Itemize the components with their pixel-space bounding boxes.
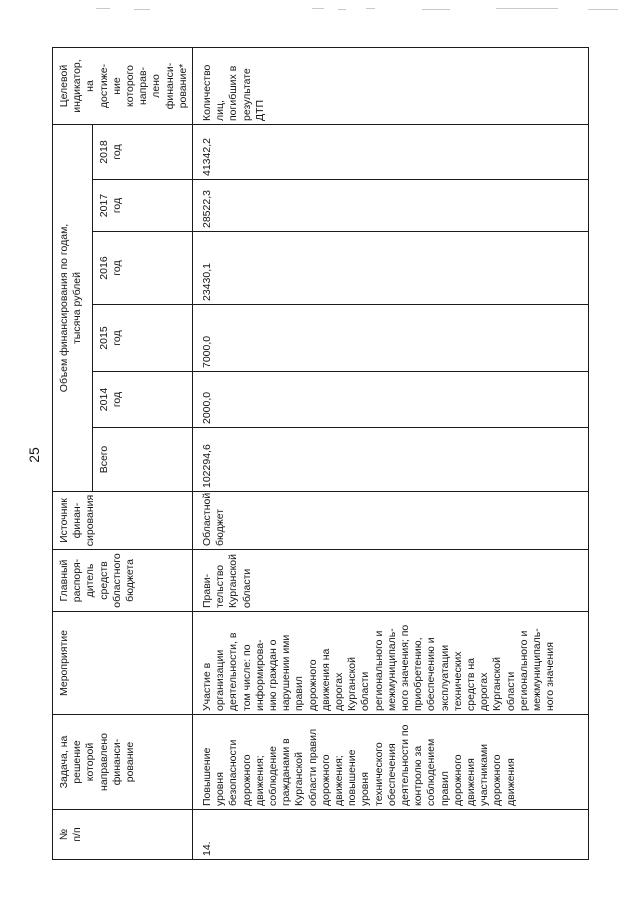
cell-number: 14.: [193, 810, 589, 860]
header-year-2017: 2017 год: [93, 180, 193, 232]
page-number: 25: [26, 447, 42, 463]
cell-total: 102294,6: [193, 428, 589, 492]
cell-funding-source: Областной бюджет: [193, 492, 589, 550]
header-year-2014: 2014 год: [93, 372, 193, 428]
header-year-2018: 2018 год: [93, 125, 193, 180]
cell-target-indicator: Количество лиц, погибших в результате ДТП: [193, 48, 589, 125]
cell-year-2014: 2000,0: [193, 372, 589, 428]
scan-mark: [422, 9, 450, 10]
header-number: № п/п: [53, 810, 193, 860]
table-sheet: [52, 48, 588, 860]
scan-mark: [588, 9, 618, 10]
cell-task: Повышение уровня безопасности дорожного движения; соблюдение гражданами в Курганской области правил дорожного движения; повышение уровня технического обеспечения деятельности по контролю за соблюдением правил дорожного движения участниками дорожного движения: [193, 715, 589, 810]
cell-activity: Участие в организации деятельности, в том числе: по информирова- нию граждан о нарушении ими правил дорожного движения на дорогах Курганской области регионального и межмуниципаль- ного значения; по приобретению, обеспечению и эксплуатации технических средств на дорогах Курганской области регионального и межмуниципаль- ного значения: [193, 612, 589, 715]
cell-budget-manager: Прави- тельство Курганской области: [193, 550, 589, 612]
header-target-indicator: Целевой индикатор, на достиже- ние которого направ- лено финанси- рование*: [53, 48, 193, 125]
header-total: Всего: [93, 428, 193, 492]
scan-mark: [96, 8, 110, 9]
header-activity: Мероприятие: [53, 612, 193, 715]
cell-year-2016: 23430,1: [193, 232, 589, 305]
cell-year-2015: 7000,0: [193, 305, 589, 372]
header-task: Задача, на решение которой направлено финанси- рование: [53, 715, 193, 810]
header-budget-manager: Главный распоря- дитель средств областного бюджета: [53, 550, 193, 612]
scan-mark: [134, 9, 150, 10]
cell-year-2017: 28522,3: [193, 180, 589, 232]
table-row: [193, 48, 589, 860]
scan-mark: [312, 8, 324, 9]
scan-mark: [338, 9, 346, 10]
table-header-row: [53, 48, 93, 860]
funding-table: [52, 47, 589, 860]
header-funding-source: Источник финан- сирования: [53, 492, 193, 550]
cell-year-2018: 41342,2: [193, 125, 589, 180]
header-funding-volume: Объем финансирования по годам, тысяча рублей: [53, 125, 93, 492]
header-year-2016: 2016 год: [93, 232, 193, 305]
header-year-2015: 2015 год: [93, 305, 193, 372]
scan-mark: [496, 8, 558, 9]
scan-mark: [366, 8, 375, 9]
